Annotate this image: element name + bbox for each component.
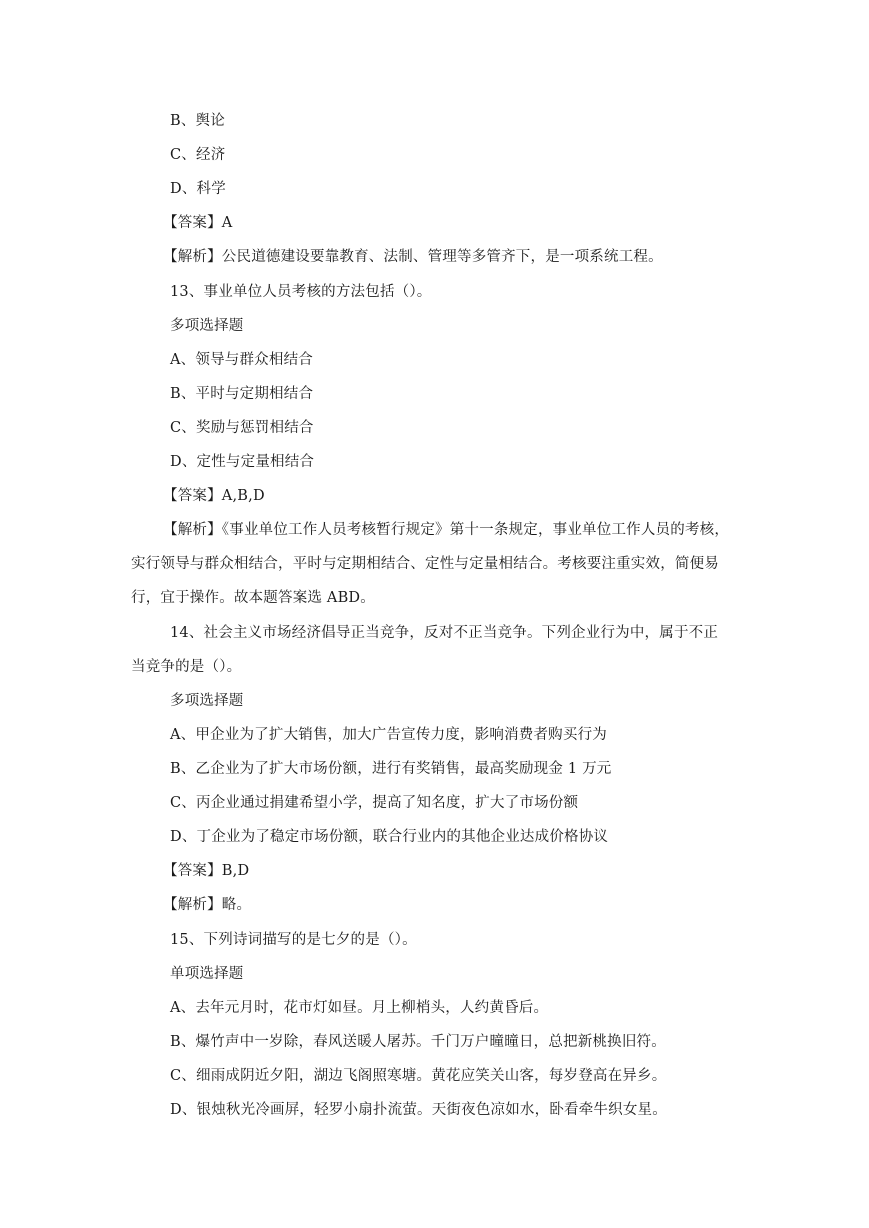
q14-option-c: C、丙企业通过捐建希望小学，提高了知名度，扩大了市场份额	[170, 795, 579, 811]
q14-analysis: 【解析】略。	[163, 897, 252, 913]
q14-type: 多项选择题	[170, 693, 244, 709]
q12-option-c: C、经济	[170, 147, 226, 163]
q13-type: 多项选择题	[170, 318, 244, 334]
q12-option-d: D、科学	[170, 181, 226, 197]
q13-option-d: D、定性与定量相结合	[170, 454, 315, 470]
q15-option-d: D、银烛秋光冷画屏，轻罗小扇扑流萤。天街夜色凉如水，卧看牵牛织女星。	[170, 1102, 667, 1118]
q12-option-b: B、舆论	[170, 113, 225, 129]
q15-stem: 15、下列诗词描写的是七夕的是（）。	[170, 932, 417, 948]
q14-stem-line1: 14、社会主义市场经济倡导正当竞争，反对不正当竞争。下列企业行为中，属于不正	[170, 625, 719, 641]
q13-option-b: B、平时与定期相结合	[170, 386, 314, 402]
q15-option-a: A、去年元月时，花市灯如昼。月上柳梢头，人约黄昏后。	[170, 1000, 549, 1016]
q14-option-a: A、甲企业为了扩大销售，加大广告宣传力度，影响消费者购买行为	[170, 727, 607, 743]
q13-analysis-line1: 【解析】《事业单位工作人员考核暂行规定》第十一条规定，事业单位工作人员的考核，	[163, 522, 730, 538]
q13-answer: 【答案】A,B,D	[163, 488, 265, 504]
q13-stem: 13、事业单位人员考核的方法包括（）。	[170, 284, 432, 300]
q12-answer: 【答案】A	[163, 215, 233, 231]
q13-option-c: C、奖励与惩罚相结合	[170, 420, 314, 436]
q15-type: 单项选择题	[170, 966, 244, 982]
q14-answer: 【答案】B,D	[163, 863, 250, 879]
q13-analysis-line2: 实行领导与群众相结合，平时与定期相结合、定性与定量相结合。考核要注重实效，简便易	[131, 556, 719, 572]
q15-option-b: B、爆竹声中一岁除，春风送暖人屠苏。千门万户曈曈日，总把新桃换旧符。	[170, 1034, 666, 1050]
q13-option-a: A、领导与群众相结合	[170, 352, 313, 368]
q14-stem-line2: 当竞争的是（）。	[131, 659, 242, 675]
q13-analysis-line3: 行，宜于操作。故本题答案选 ABD。	[131, 590, 375, 606]
q15-option-c: C、细雨成阴近夕阳，湖边飞阁照寒塘。黄花应笑关山客，每岁登高在异乡。	[170, 1068, 667, 1084]
q14-option-b: B、乙企业为了扩大市场份额，进行有奖销售，最高奖励现金 1 万元	[170, 761, 612, 777]
q12-analysis: 【解析】公民道德建设要靠教育、法制、管理等多管齐下，是一项系统工程。	[163, 249, 663, 265]
q14-option-d: D、丁企业为了稳定市场份额，联合行业内的其他企业达成价格协议	[170, 829, 609, 845]
